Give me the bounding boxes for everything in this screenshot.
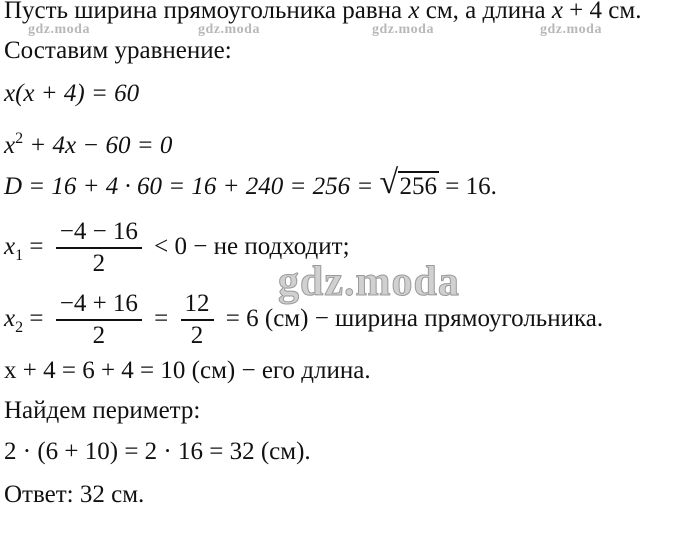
watermark-text: gdz.moda — [540, 22, 602, 37]
watermark-logo: gdz.moda — [278, 259, 460, 305]
discriminant: D = 16 + 4 · 60 = 16 + 240 = 256 = √ 256 = 16. — [4, 164, 497, 201]
problem-statement: Пусть ширина прямоугольника равна x см, а длина x + 4 см. — [4, 0, 642, 24]
fraction: $\frac{-4 - 16}{2}$ — [56, 217, 142, 279]
radical-icon: √ — [379, 164, 399, 201]
root-x2: $x_2$ = $\frac{-4 + 16}{2}$ = $\frac{12}{2}$ = 6 (см) − ширина прямоугольника. — [4, 290, 604, 350]
length-calculation: x + 4 = 6 + 4 = 10 (см) − его длина. — [4, 357, 371, 384]
quadratic-equation: $x^2 + 4x - 60 = 0$ — [4, 130, 173, 159]
watermark-text: gdz.moda — [28, 22, 90, 37]
watermark-text: gdz.moda — [372, 22, 434, 37]
fraction: $\frac{-4 + 16}{2}$ — [56, 289, 142, 351]
equation: x(x + 4) = 60 — [4, 80, 140, 107]
perimeter-heading: Найдем периметр: — [4, 397, 201, 424]
perimeter-calculation: 2 · (6 + 10) = 2 · 16 = 32 (см). — [4, 438, 311, 465]
equation-intro: Составим уравнение: — [4, 37, 232, 64]
square-root: √ 256 — [379, 164, 438, 201]
fraction: $\frac{12}{2}$ — [181, 289, 214, 351]
watermark-text: gdz.moda — [198, 22, 260, 37]
answer: Ответ: 32 см. — [4, 481, 145, 508]
root-x1: $x_1$ = $\frac{-4 - 16}{2}$ < 0 − не подходит; — [4, 218, 350, 278]
